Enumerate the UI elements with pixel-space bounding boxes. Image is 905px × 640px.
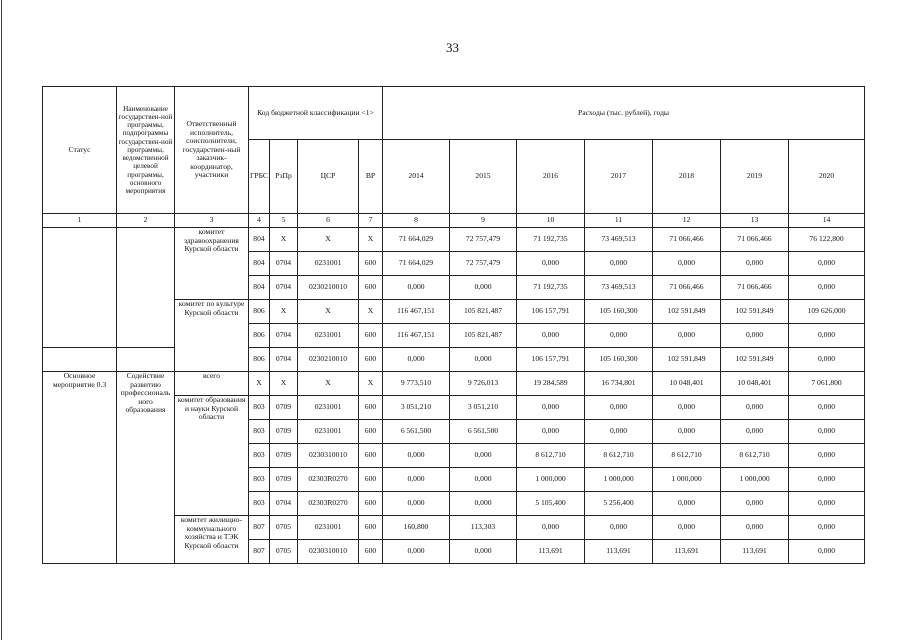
cell-vr: 600 [359, 468, 383, 492]
cell-value: 160,800 [383, 516, 450, 540]
cell-value: 1 000,000 [653, 468, 721, 492]
header-vr: ВР [359, 140, 383, 214]
cell-value: 0,000 [517, 252, 585, 276]
column-number: 6 [298, 214, 359, 228]
cell-value: 106 157,791 [517, 348, 585, 372]
cell-value: 0,000 [383, 348, 450, 372]
cell-value: 0,000 [789, 276, 865, 300]
cell-value: 71 066,466 [721, 276, 789, 300]
cell-rzpr: X [270, 372, 298, 396]
cell-grbs: 803 [249, 420, 270, 444]
cell-value: 0,000 [517, 396, 585, 420]
cell-value: 71 664,029 [383, 228, 450, 252]
cell-value: 71 192,735 [517, 276, 585, 300]
cell-vr: 600 [359, 516, 383, 540]
cell-value: 106 157,791 [517, 300, 585, 324]
column-numbers-row [43, 214, 865, 228]
cell-value: 0,000 [450, 540, 517, 564]
page-number: 33 [446, 40, 459, 55]
header-year: 2015 [450, 140, 517, 214]
header-year: 2018 [653, 140, 721, 214]
cell-value: 0,000 [653, 396, 721, 420]
cell-value: 0,000 [450, 276, 517, 300]
cell-value: 113,303 [450, 516, 517, 540]
cell-value: 73 469,513 [585, 228, 653, 252]
header-rzpr: РзПр [270, 140, 298, 214]
cell-rzpr: 0704 [270, 324, 298, 348]
table-row [43, 372, 865, 396]
cell-grbs: 803 [249, 444, 270, 468]
cell-value: 0,000 [585, 420, 653, 444]
executor-total: всего [175, 372, 249, 396]
cell-value: 8 612,710 [721, 444, 789, 468]
cell-value: 5 105,400 [517, 492, 585, 516]
header-year: 2014 [383, 140, 450, 214]
cell-csr: 02303R0270 [298, 492, 359, 516]
header-year: 2020 [789, 140, 865, 214]
cell-value: 116 467,151 [383, 300, 450, 324]
cell-value: 0,000 [383, 468, 450, 492]
header-grbs: ГРБС [249, 140, 270, 214]
cell-value: 0,000 [585, 324, 653, 348]
cell-value: 71 066,466 [653, 228, 721, 252]
cell-value: 0,000 [789, 252, 865, 276]
cell-vr: X [359, 372, 383, 396]
cell-value: 0,000 [789, 444, 865, 468]
cell-value: 0,000 [789, 540, 865, 564]
cell-rzpr: 0704 [270, 492, 298, 516]
status-cell-empty [43, 348, 117, 372]
header-row-1 [43, 87, 865, 140]
cell-value: 116 467,151 [383, 324, 450, 348]
cell-value: 9 773,510 [383, 372, 450, 396]
column-number: 1 [43, 214, 117, 228]
cell-csr: X [298, 372, 359, 396]
executor-culture: комитет по культуре Курской области [175, 300, 249, 372]
cell-value: 0,000 [585, 396, 653, 420]
cell-vr: 600 [359, 348, 383, 372]
column-number: 11 [585, 214, 653, 228]
cell-value: 0,000 [653, 420, 721, 444]
executor-housing: комитет жилищно-коммунального хозяйства и ТЭК Курской области [175, 516, 249, 564]
cell-vr: 600 [359, 324, 383, 348]
cell-value: 102 591,849 [721, 348, 789, 372]
cell-value: 0,000 [450, 444, 517, 468]
cell-grbs: 807 [249, 516, 270, 540]
column-number: 4 [249, 214, 270, 228]
cell-grbs: 804 [249, 252, 270, 276]
budget-table [42, 86, 865, 564]
cell-value: 5 256,400 [585, 492, 653, 516]
cell-value: 0,000 [721, 252, 789, 276]
cell-rzpr: X [270, 228, 298, 252]
cell-rzpr: 0705 [270, 540, 298, 564]
cell-value: 0,000 [383, 540, 450, 564]
cell-grbs: 804 [249, 276, 270, 300]
cell-value: 71 664,029 [383, 252, 450, 276]
cell-grbs: 803 [249, 396, 270, 420]
cell-value: 10 048,401 [653, 372, 721, 396]
cell-value: 113,691 [517, 540, 585, 564]
cell-value: 0,000 [789, 420, 865, 444]
executor-health: комитет здравоохранения Курской области [175, 228, 249, 300]
cell-value: 0,000 [517, 516, 585, 540]
cell-value: 0,000 [721, 516, 789, 540]
column-number: 8 [383, 214, 450, 228]
cell-value: 0,000 [789, 468, 865, 492]
cell-value: 19 284,589 [517, 372, 585, 396]
cell-value: 71 192,735 [517, 228, 585, 252]
cell-value: 102 591,849 [721, 300, 789, 324]
column-number: 3 [175, 214, 249, 228]
cell-value: 0,000 [517, 420, 585, 444]
cell-grbs: 806 [249, 348, 270, 372]
cell-grbs: 804 [249, 228, 270, 252]
header-executor: Ответственный исполнитель, соисполнители, государствен-ный заказчик-координатор, участники [175, 87, 249, 214]
program-name-03: Содействие развитию профессиональ ного образования [117, 372, 175, 564]
cell-value: 73 469,513 [585, 276, 653, 300]
column-number: 2 [117, 214, 175, 228]
column-number: 7 [359, 214, 383, 228]
cell-vr: 600 [359, 420, 383, 444]
cell-value: 0,000 [789, 492, 865, 516]
cell-value: 6 561,500 [383, 420, 450, 444]
cell-value: 0,000 [517, 324, 585, 348]
cell-value: 0,000 [789, 348, 865, 372]
cell-value: 0,000 [721, 420, 789, 444]
cell-value: 0,000 [450, 468, 517, 492]
program-cell-empty [117, 228, 175, 348]
cell-value: 8 612,710 [653, 444, 721, 468]
table-row [43, 348, 865, 372]
cell-csr: 0230310010 [298, 540, 359, 564]
cell-value: 102 591,849 [653, 300, 721, 324]
cell-value: 105 821,487 [450, 300, 517, 324]
column-number: 13 [721, 214, 789, 228]
cell-csr: 0231001 [298, 252, 359, 276]
cell-vr: 600 [359, 540, 383, 564]
cell-value: 16 734,801 [585, 372, 653, 396]
status-cell-empty [43, 228, 117, 348]
executor-education: комитет образования и науки Курской области [175, 396, 249, 516]
cell-vr: X [359, 228, 383, 252]
cell-value: 71 066,466 [653, 276, 721, 300]
cell-value: 0,000 [789, 324, 865, 348]
header-program-name: Наименование государствен-ной программы, подпрограммы государствен-ной программы, ведомственной целевой программы, основного мероприятия [117, 87, 175, 214]
cell-csr: X [298, 228, 359, 252]
cell-value: 71 066,466 [721, 228, 789, 252]
cell-value: 3 051,210 [450, 396, 517, 420]
cell-csr: 0231001 [298, 420, 359, 444]
cell-vr: X [359, 300, 383, 324]
cell-rzpr: X [270, 300, 298, 324]
cell-value: 72 757,479 [450, 252, 517, 276]
header-csr: ЦСР [298, 140, 359, 214]
cell-csr: X [298, 300, 359, 324]
cell-grbs: 806 [249, 324, 270, 348]
cell-value: 72 757,479 [450, 228, 517, 252]
column-number: 9 [450, 214, 517, 228]
cell-value: 113,691 [653, 540, 721, 564]
cell-value: 105 821,487 [450, 324, 517, 348]
column-number: 5 [270, 214, 298, 228]
cell-rzpr: 0705 [270, 516, 298, 540]
cell-value: 0,000 [383, 492, 450, 516]
header-year: 2019 [721, 140, 789, 214]
cell-value: 9 726,013 [450, 372, 517, 396]
cell-rzpr: 0709 [270, 468, 298, 492]
cell-value: 0,000 [653, 324, 721, 348]
cell-grbs: 803 [249, 468, 270, 492]
cell-value: 0,000 [585, 516, 653, 540]
cell-value: 0,000 [653, 516, 721, 540]
cell-value: 0,000 [721, 492, 789, 516]
column-number: 10 [517, 214, 585, 228]
cell-rzpr: 0704 [270, 276, 298, 300]
cell-value: 105 160,300 [585, 300, 653, 324]
cell-value: 113,691 [585, 540, 653, 564]
cell-value: 0,000 [789, 516, 865, 540]
cell-csr: 02303R0270 [298, 468, 359, 492]
cell-value: 0,000 [789, 396, 865, 420]
cell-value: 7 061,800 [789, 372, 865, 396]
cell-grbs: 806 [249, 300, 270, 324]
header-expenses: Расходы (тыс. рублей), годы [383, 87, 865, 140]
cell-csr: 0231001 [298, 324, 359, 348]
cell-vr: 600 [359, 396, 383, 420]
cell-value: 0,000 [653, 252, 721, 276]
cell-value: 1 000,000 [585, 468, 653, 492]
cell-grbs: 803 [249, 492, 270, 516]
cell-value: 0,000 [383, 444, 450, 468]
cell-grbs: 807 [249, 540, 270, 564]
cell-rzpr: 0704 [270, 348, 298, 372]
cell-csr: 0230210010 [298, 276, 359, 300]
cell-value: 76 122,800 [789, 228, 865, 252]
column-number: 12 [653, 214, 721, 228]
cell-value: 6 561,500 [450, 420, 517, 444]
cell-rzpr: 0704 [270, 252, 298, 276]
cell-value: 105 160,300 [585, 348, 653, 372]
cell-value: 0,000 [450, 348, 517, 372]
table-row [43, 228, 865, 252]
header-status: Статус [43, 87, 117, 214]
cell-value: 102 591,849 [653, 348, 721, 372]
cell-value: 0,000 [721, 396, 789, 420]
program-cell-empty [117, 348, 175, 372]
cell-grbs: X [249, 372, 270, 396]
cell-value: 0,000 [585, 252, 653, 276]
cell-value: 0,000 [450, 492, 517, 516]
cell-value: 113,691 [721, 540, 789, 564]
cell-value: 8 612,710 [585, 444, 653, 468]
header-year: 2016 [517, 140, 585, 214]
cell-value: 1 000,000 [721, 468, 789, 492]
cell-value: 109 626,000 [789, 300, 865, 324]
cell-value: 1 000,000 [517, 468, 585, 492]
cell-vr: 600 [359, 444, 383, 468]
header-budget-code: Код бюджетной классификации <1> [249, 87, 383, 140]
cell-value: 0,000 [653, 492, 721, 516]
cell-vr: 600 [359, 252, 383, 276]
cell-value: 3 051,210 [383, 396, 450, 420]
column-number: 14 [789, 214, 865, 228]
cell-value: 0,000 [383, 276, 450, 300]
cell-rzpr: 0709 [270, 420, 298, 444]
cell-value: 10 048,401 [721, 372, 789, 396]
cell-csr: 0231001 [298, 396, 359, 420]
cell-value: 8 612,710 [517, 444, 585, 468]
cell-rzpr: 0709 [270, 396, 298, 420]
cell-value: 0,000 [721, 324, 789, 348]
cell-csr: 0231001 [298, 516, 359, 540]
cell-csr: 0230310010 [298, 444, 359, 468]
cell-csr: 0230210010 [298, 348, 359, 372]
header-year: 2017 [585, 140, 653, 214]
status-main-activity: Основное мероприятие 0.3 [43, 372, 117, 564]
cell-vr: 600 [359, 492, 383, 516]
page-edge-line [1, 0, 2, 640]
cell-rzpr: 0709 [270, 444, 298, 468]
cell-vr: 600 [359, 276, 383, 300]
